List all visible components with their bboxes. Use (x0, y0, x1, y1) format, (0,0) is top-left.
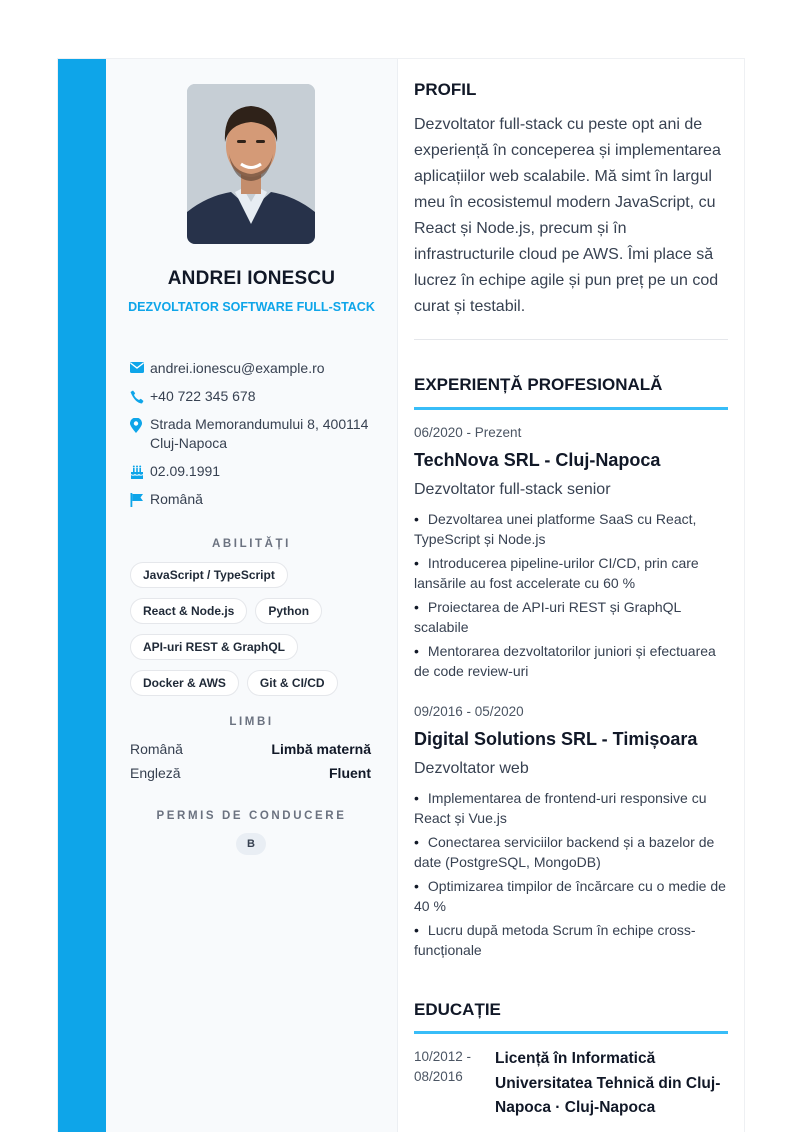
contact-phone[interactable] (130, 387, 380, 406)
accent-bar (58, 59, 106, 1132)
birthdate-text: 02.09.1991 (150, 463, 221, 479)
map-pin-icon (130, 415, 150, 433)
language-name: Română (130, 741, 183, 757)
job-bullet: • Lucru după metoda Scrum în echipe cross-funcționale (414, 920, 730, 960)
job-company: Digital Solutions SRL - Timișoara (414, 729, 698, 749)
job-bullet: • Optimizarea timpilor de încărcare cu o medie de 40 % (414, 876, 730, 916)
job-bullet: • Implementarea de frontend-uri responsive cu React și Vue.js (414, 788, 730, 828)
job-bullet: • Conectarea serviciilor backend și a bazelor de date (PostgreSQL, MongoDB) (414, 832, 730, 872)
divider (414, 339, 728, 340)
profile-photo (187, 84, 315, 244)
person-name: ANDREI IONESCU (167, 268, 336, 289)
job-bullet: • Mentorarea dezvoltatorilor juniori și efectuarea de code review-uri (414, 641, 730, 681)
nationality-text: Română (150, 491, 203, 507)
languages-heading: LIMBI (229, 716, 274, 728)
license-badge: B (236, 833, 266, 855)
language-row (130, 740, 371, 758)
heading-rule (414, 1031, 728, 1034)
language-level: Fluent (329, 765, 371, 781)
experience-heading: EXPERIENȚĂ PROFESIONALĂ (414, 375, 663, 394)
cake-icon (130, 462, 150, 479)
license-heading: PERMIS DE CONDUCERE (156, 810, 347, 822)
languages-list (130, 740, 371, 788)
job-dates: 06/2020 - Prezent (414, 425, 522, 440)
email-text: andrei.ionescu@example.ro (150, 360, 325, 376)
profile-text: Dezvoltator full-stack cu peste opt ani de experiență în conceperea și implementarea aplicațiilor web scalabile. Mă simt în largul meu în ecosistemul modern JavaScript, cu React și Node.js, precum și în infrastructurile cloud pe AWS. Îmi place să lucrez în echipe agile și pun preț pe un cod curat și testabil. (414, 116, 721, 315)
phone-text: +40 722 345 678 (150, 388, 256, 404)
skills-heading: ABILITĂȚI (212, 538, 291, 550)
job-role: Dezvoltator web (414, 760, 529, 777)
contact-address (130, 415, 380, 453)
job-bullet: • Introducerea pipeline-urilor CI/CD, prin care lansările au fost accelerate cu 60 % (414, 553, 730, 593)
education-degree: Licență în Informatică (495, 1050, 656, 1067)
envelope-icon (130, 359, 150, 373)
education-entry (414, 1047, 730, 1121)
phone-icon (130, 387, 150, 404)
flag-icon (130, 490, 150, 507)
contact-birthdate (130, 462, 380, 481)
contact-nationality (130, 490, 380, 509)
contact-list (130, 359, 380, 518)
language-level: Limbă maternă (271, 741, 371, 757)
job-entry (414, 704, 730, 964)
main-content (398, 59, 744, 1132)
skill-chip: Docker & AWS (130, 670, 239, 696)
education-school: Universitatea Tehnică din Cluj-Napoca · Cluj-Napoca (495, 1074, 721, 1116)
job-bullet: • Dezvoltarea unei platforme SaaS cu React, TypeScript și Node.js (414, 509, 730, 549)
education-heading: EDUCAȚIE (414, 1000, 501, 1019)
job-bullet: • Proiectarea de API-uri REST și GraphQL scalabile (414, 597, 730, 637)
language-row (130, 764, 371, 782)
job-company: TechNova SRL - Cluj-Napoca (414, 450, 661, 470)
language-name: Engleză (130, 765, 181, 781)
skill-chip: React & Node.js (130, 598, 247, 624)
sidebar (106, 59, 398, 1132)
job-dates: 09/2016 - 05/2020 (414, 704, 524, 719)
skills-list (130, 562, 380, 706)
address-text: Strada Memorandumului 8, 400114 Cluj-Napoca (150, 416, 369, 451)
job-role: Dezvoltator full-stack senior (414, 481, 611, 498)
heading-rule (414, 407, 728, 410)
job-entry (414, 425, 730, 685)
profile-heading: PROFIL (414, 80, 477, 99)
skill-chip: JavaScript / TypeScript (130, 562, 288, 588)
job-bullets (414, 509, 730, 681)
skill-chip: API-uri REST & GraphQL (130, 634, 298, 660)
resume-page (57, 58, 745, 1132)
person-title: DEZVOLTATOR SOFTWARE FULL-STACK (128, 300, 375, 314)
education-dates: 10/2012 - 08/2016 (414, 1049, 472, 1084)
skill-chip: Git & CI/CD (247, 670, 338, 696)
skill-chip: Python (255, 598, 322, 624)
job-bullets (414, 788, 730, 960)
contact-email[interactable] (130, 359, 380, 378)
